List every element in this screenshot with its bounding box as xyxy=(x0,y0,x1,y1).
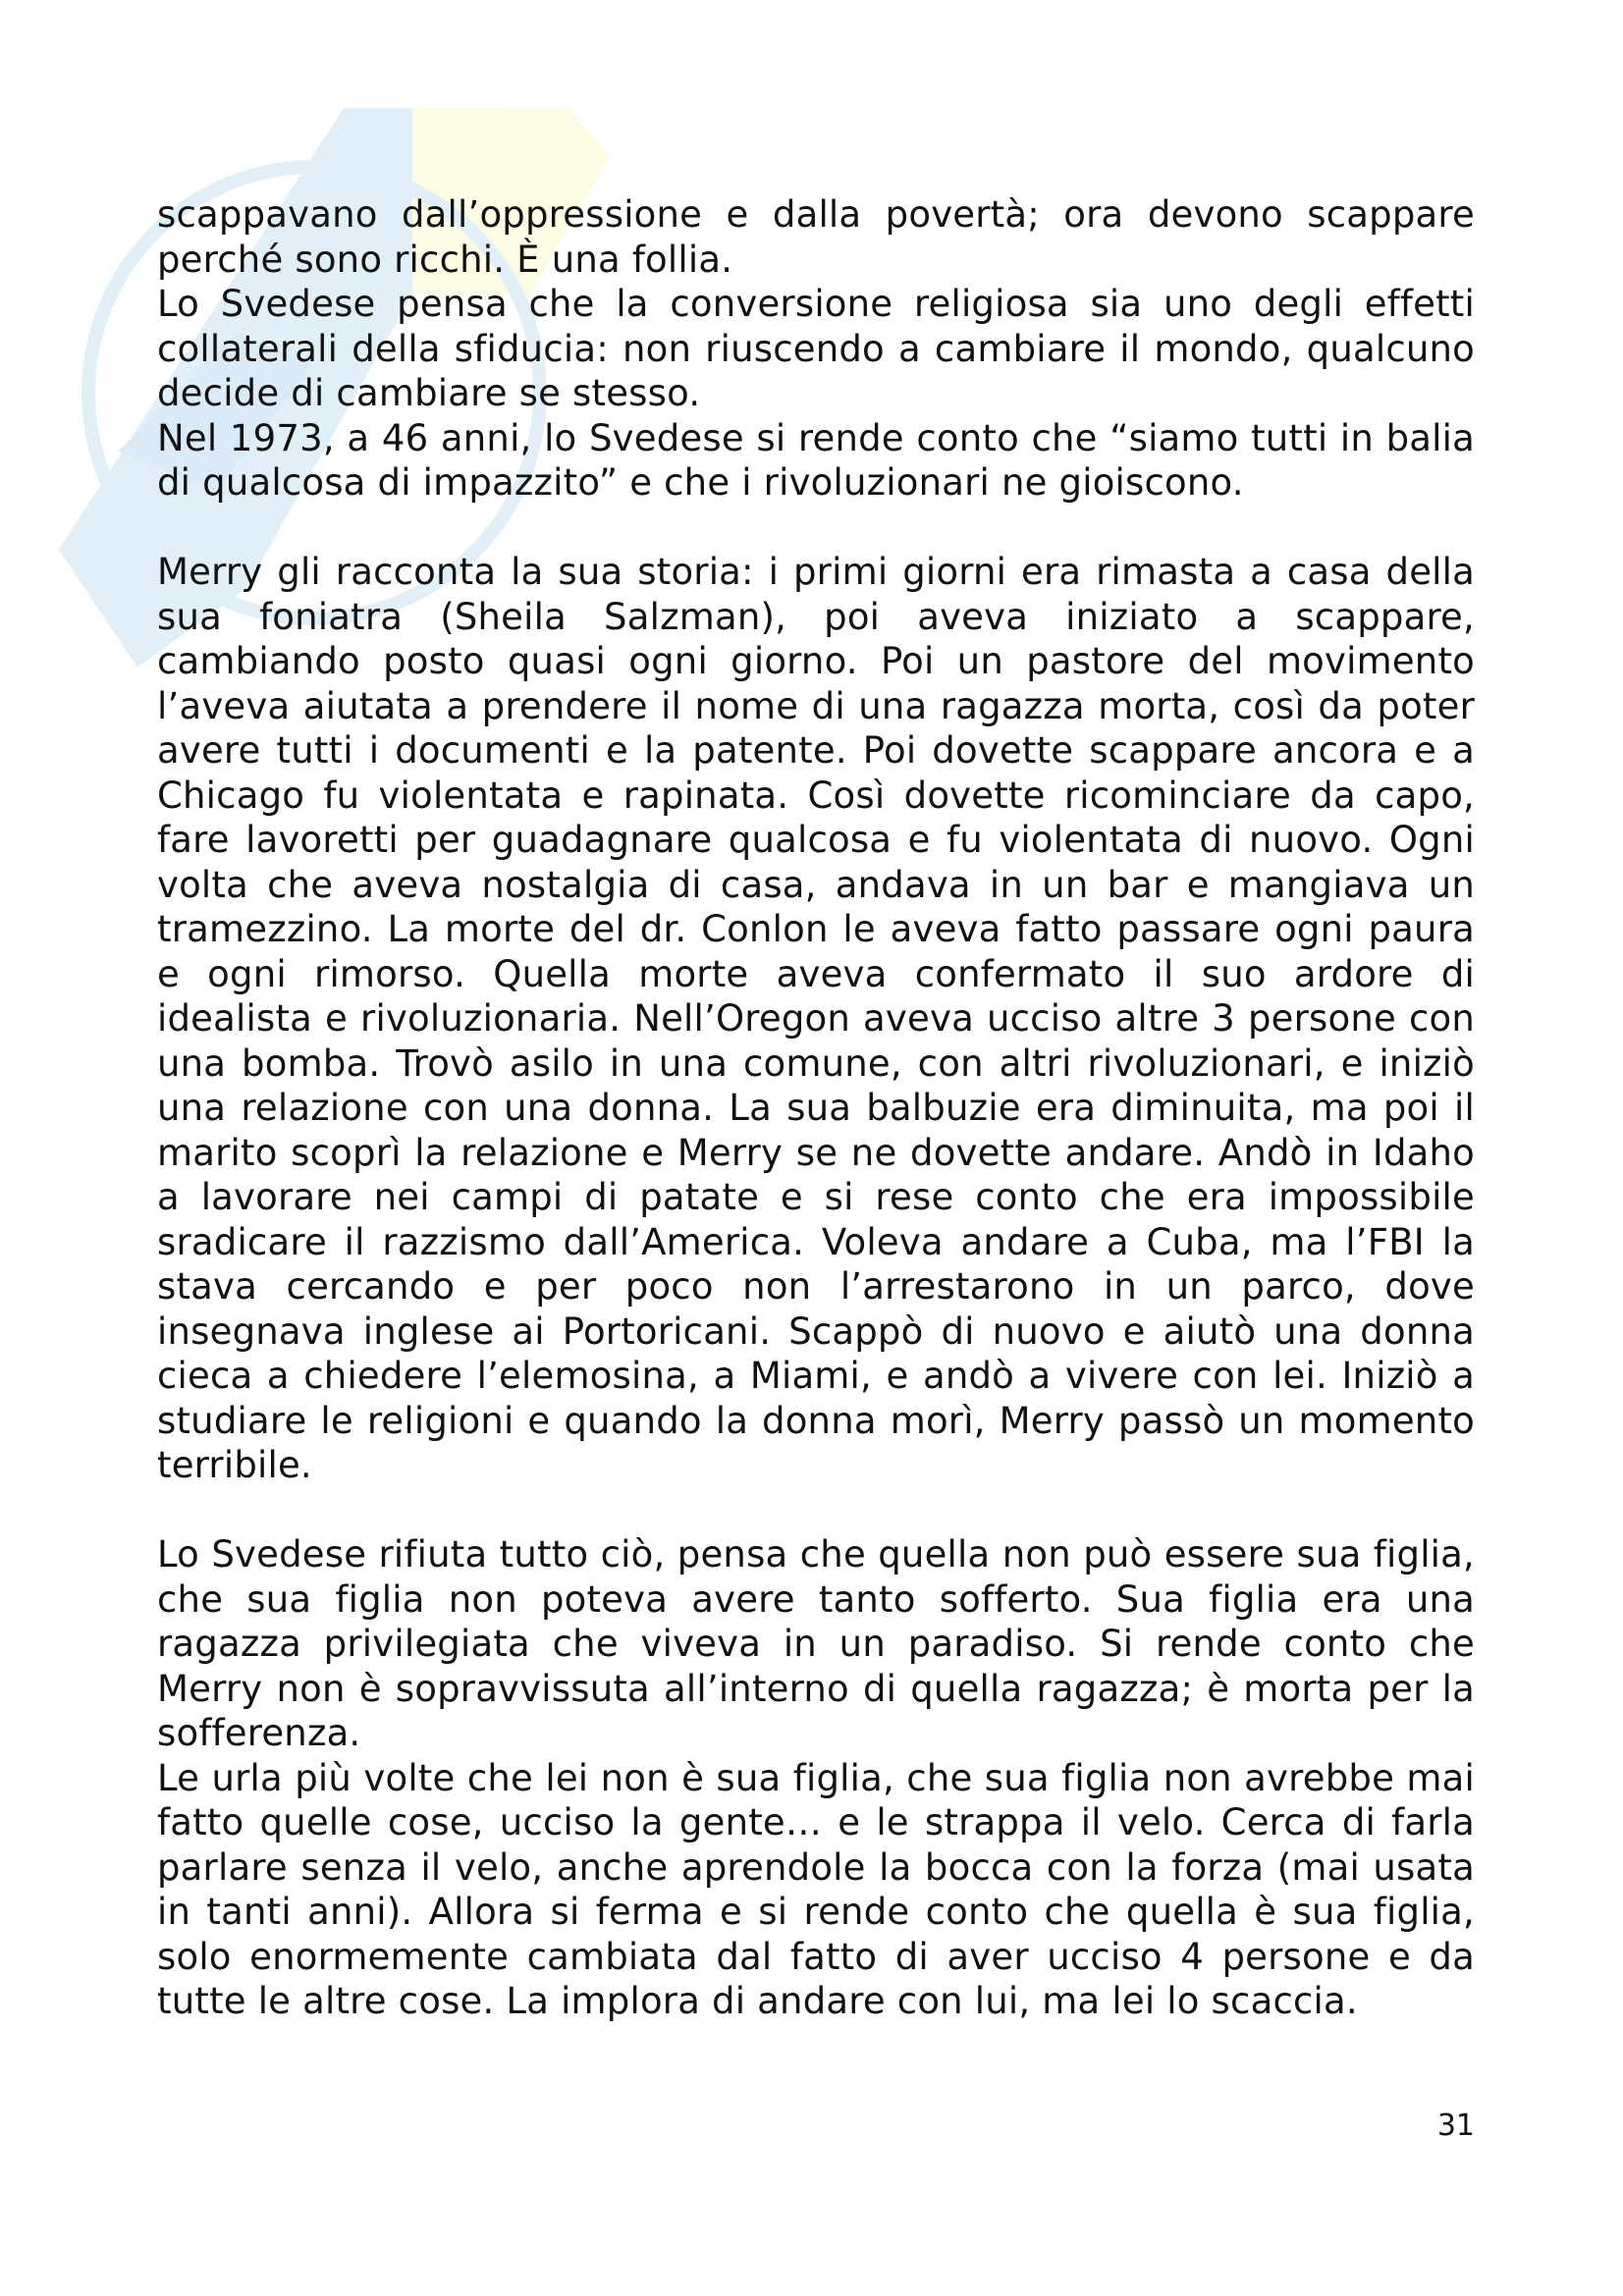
paragraph: Lo Svedese rifiuta tutto ciò, pensa che quella non può essere sua figlia, che sua figlia non poteva avere tanto sofferto. Sua figlia era una ragazza privilegiata che viveva in un paradiso. Si rende conto che Merry non è sopravvissuta all’interno di quella ragazza; è morta per la sofferenza. xyxy=(157,1533,1475,1754)
paragraph: scappavano dall’oppressione e dalla povertà; ora devono scappare perché sono ricchi. È una follia. xyxy=(157,193,1475,281)
page-number: 31 xyxy=(1436,2109,1475,2143)
paragraph: Merry gli racconta la sua storia: i primi giorni era rimasta a casa della sua foniatra (Sheila Salzman), poi aveva iniziato a scappare, cambiando posto quasi ogni giorno. Poi un pastore del movimento l’aveva aiutata a prendere il nome di una ragazza morta, così da poter avere tutti i documenti e la patente. Poi dovette scappare ancora e a Chicago fu violentata e rapinata. Così dovette ricominciare da capo, fare lavoretti per guadagnare qualcosa e fu violentata di nuovo. Ogni volta che aveva nostalgia di casa, andava in un bar e mangiava un tramezzino. La morte del dr. Conlon le aveva fatto passare ogni paura e ogni rimorso. Quella morte aveva confermato il suo ardore di idealista e rivoluzionaria. Nell’Oregon aveva ucciso altre 3 persone con una bomba. Trovò asilo in una comune, con altri rivoluzionari, e iniziò una relazione con una donna. La sua balbuzie era diminuita, ma poi il marito scoprì la relazione e Merry se ne dovette andare. Andò in Idaho a lavorare nei campi di patate e si rese conto che era impossibile sradicare il razzismo dall’America. Voleva andare a Cuba, ma l’FBI la stava cercando e per poco non l’arrestarono in un parco, dove insegnava inglese ai Portoricani. Scappò di nuovo e aiutò una donna cieca a chiedere l’elemosina, a Miami, e andò a vivere con lei. Iniziò a studiare le religioni e quando la donna morì, Merry passò un momento terribile. xyxy=(157,551,1475,1486)
paragraph: Nel 1973, a 46 anni, lo Svedese si rende conto che “siamo tutti in balia di qualcosa di impazzito” e che i rivoluzionari ne gioiscono. xyxy=(157,416,1475,504)
page-body xyxy=(157,192,1475,2024)
paragraph: Le urla più volte che lei non è sua figlia, che sua figlia non avrebbe mai fatto quelle cose, ucciso la gente… e le strappa il velo. Cerca di farla parlare senza il velo, anche aprendole la bocca con la forza (mai usata in tanti anni). Allora si ferma e si rende conto che quella è sua figlia, solo enormemente cambiata dal fatto di aver ucciso 4 persone e da tutte le altre cose. La implora di andare con lui, ma lei lo scaccia. xyxy=(157,1756,1475,2022)
paragraph: Lo Svedese pensa che la conversione religiosa sia uno degli effetti collaterali della sfiducia: non riuscendo a cambiare il mondo, qualcuno decide di cambiare se stesso. xyxy=(157,283,1475,414)
